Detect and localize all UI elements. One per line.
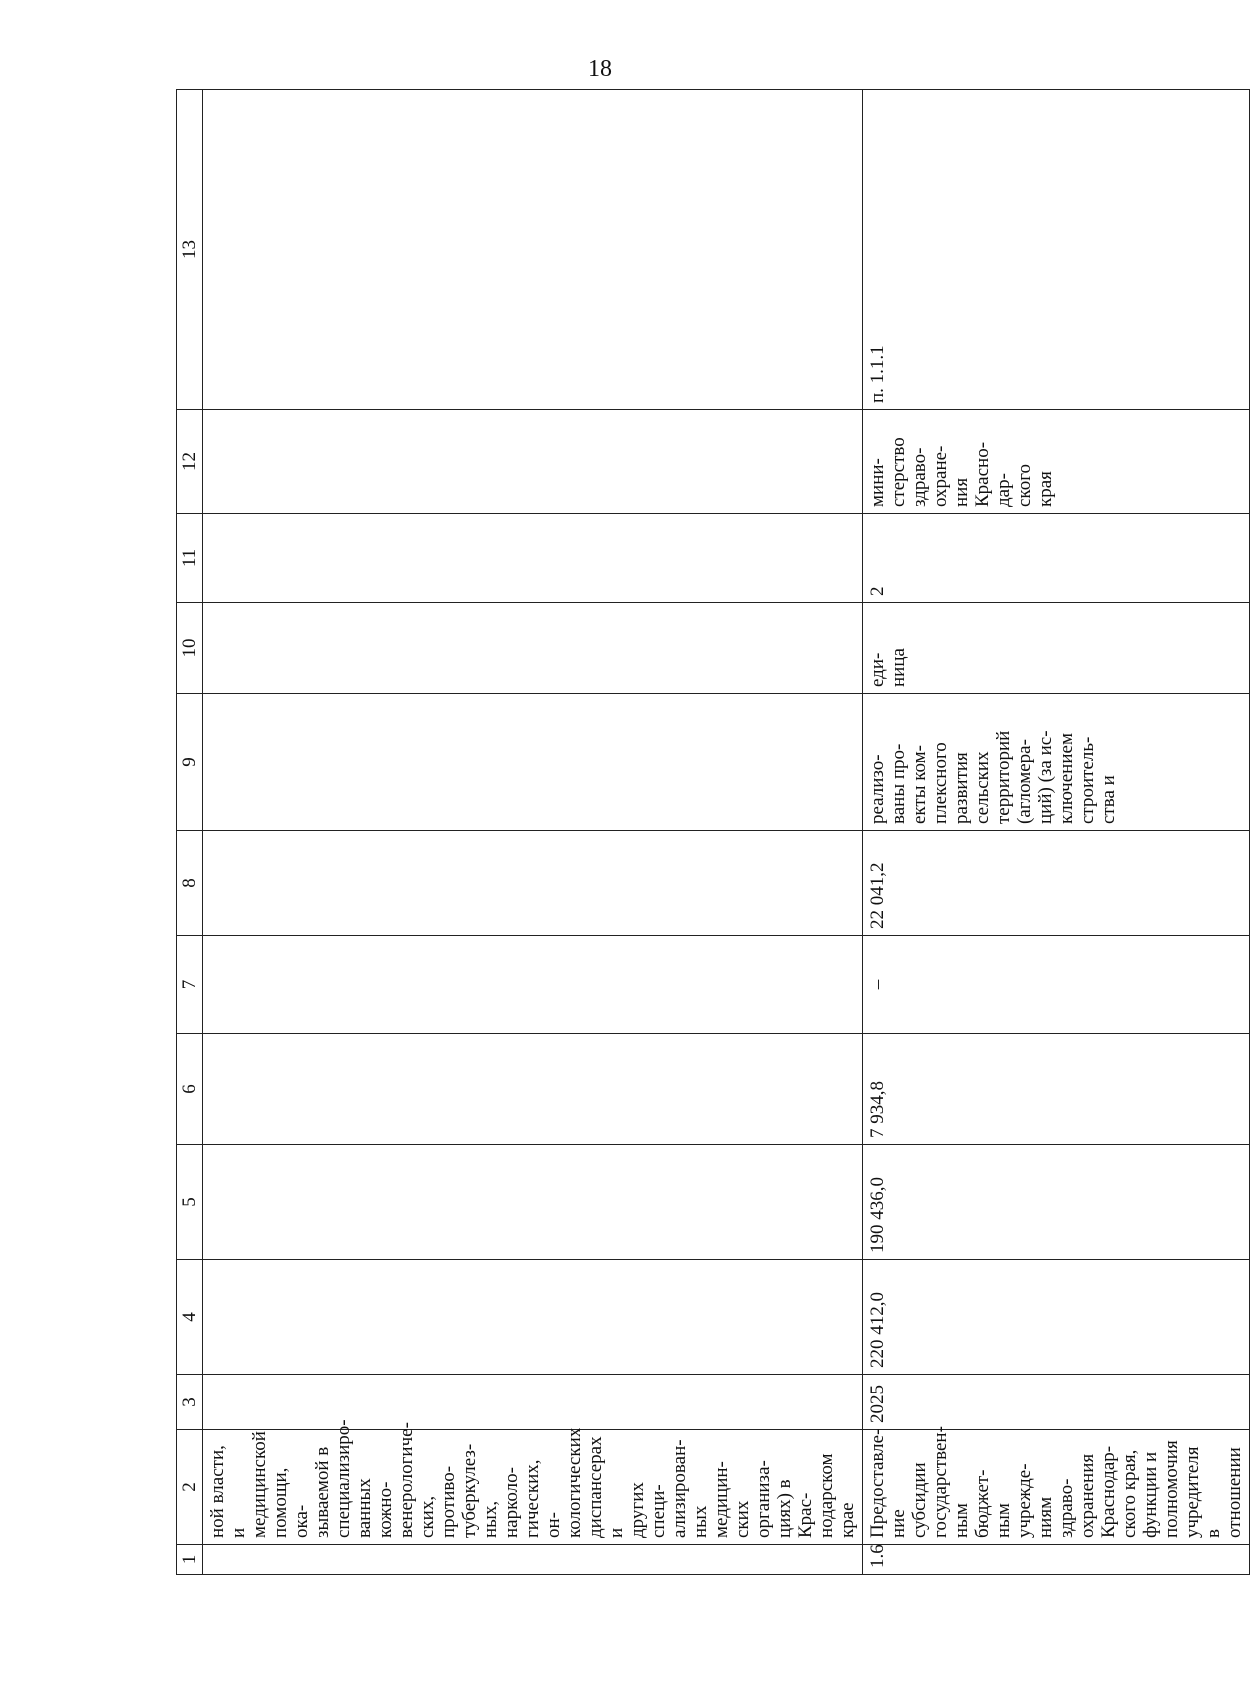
cell-reference: п. 1.1.1 [863, 90, 1250, 410]
column-header: 12 [177, 410, 203, 514]
cell-extrabudget [203, 831, 863, 936]
cell-number [203, 1545, 863, 1575]
cell-regional [203, 1034, 863, 1145]
column-header: 6 [177, 1034, 203, 1145]
cell-total: 220 412,0 [863, 1260, 1250, 1375]
cell-regional: 7 934,8 [863, 1034, 1250, 1145]
column-header: 1 [177, 1545, 203, 1575]
table-row [203, 90, 863, 1575]
table-row [863, 90, 1250, 1575]
cell-executor [203, 410, 863, 514]
cell-unit [203, 603, 863, 694]
column-header: 5 [177, 1145, 203, 1260]
column-header: 4 [177, 1260, 203, 1375]
column-header: 13 [177, 90, 203, 410]
cell-local [203, 936, 863, 1034]
cell-number: 1.6 [863, 1545, 1250, 1575]
column-header: 7 [177, 936, 203, 1034]
cell-reference [203, 90, 863, 410]
cell-year: 2025 [863, 1375, 1250, 1430]
header-row [177, 90, 203, 1575]
column-header: 8 [177, 831, 203, 936]
column-header: 2 [177, 1430, 203, 1545]
cell-federal [203, 1145, 863, 1260]
cell-federal: 190 436,0 [863, 1145, 1250, 1260]
cell-year [203, 1375, 863, 1430]
column-header: 9 [177, 694, 203, 831]
rotated-table-container [176, 90, 1245, 1575]
cell-unit: еди- ница [863, 603, 1250, 694]
cell-result: реализо- ваны про- екты ком- плексного развития сельских территорий (агломера- ций) (за ис- ключением строитель- ства и [863, 694, 1250, 831]
cell-description: Предоставле- ние субсидии государствен- ным бюджет- ным учрежде- ниям здраво- охранения Краснодар- ского края, функции и полномочия учредителя в отношении [863, 1430, 1250, 1545]
page-number: 18 [588, 56, 612, 82]
column-header: 10 [177, 603, 203, 694]
column-header: 3 [177, 1375, 203, 1430]
cell-description: ной власти, и медицинской помощи, ока- зываемой в специализиро- ванных кожно- венерологиче- ских, противо- туберкулез- ных, нарколо- гических, он- кологических диспансерах и других специ- ализирован- ных медицин- ских организа- циях) в Крас- нодарском крае [203, 1430, 863, 1545]
cell-extrabudget: 22 041,2 [863, 831, 1250, 936]
column-header: 11 [177, 514, 203, 603]
cell-local: – [863, 936, 1250, 1034]
cell-total [203, 1260, 863, 1375]
cell-result [203, 694, 863, 831]
cell-executor: мини- стерство здраво- охране- ния Красно- дар- ского края [863, 410, 1250, 514]
cell-value: 2 [863, 514, 1250, 603]
data-table [176, 89, 1250, 1575]
cell-value [203, 514, 863, 603]
